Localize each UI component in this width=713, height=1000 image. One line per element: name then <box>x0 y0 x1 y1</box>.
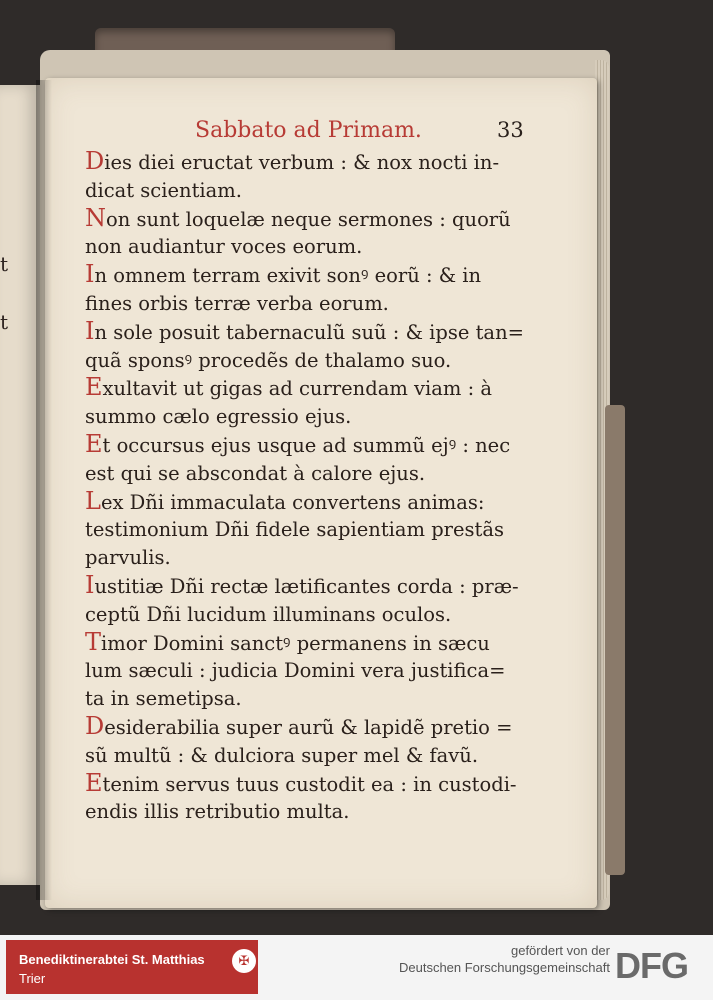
funding-line-1: gefördert von der <box>510 943 610 958</box>
line-text: fines orbis terræ verba eorum. <box>85 291 389 315</box>
line-text: ta in semetipsa. <box>85 687 242 711</box>
abbey-seal-icon: ✠ <box>232 949 256 973</box>
ribbon-marker <box>605 405 625 875</box>
left-page-mark: t <box>0 252 9 276</box>
text-line <box>85 431 575 460</box>
line-text: ies diei eructat verbum : & nox nocti in- <box>104 151 500 174</box>
text-line <box>85 374 575 403</box>
running-title: Sabbato ad Primam. <box>195 118 422 143</box>
line-text: testimonium Dñi fidele sapientiam prestãs <box>85 518 505 542</box>
line-text: parvulis. <box>85 546 171 570</box>
line-text: ustitiæ Dñi rectæ lætificantes corda : præ- <box>94 574 519 598</box>
line-text: ex Dñi immaculata convertens animas: <box>100 490 485 514</box>
left-page-mark: t <box>0 310 9 334</box>
text-line <box>85 629 575 658</box>
text-line <box>85 601 575 629</box>
rubric-initial: I <box>85 316 95 345</box>
text-line <box>85 544 575 572</box>
text-line <box>85 347 575 375</box>
rubric-initial: I <box>85 260 95 289</box>
line-text: on sunt loquelæ neque sermones : quorũ <box>106 207 511 231</box>
text-line <box>85 742 575 770</box>
line-text: sũ multũ : & dulciora super mel & favũ. <box>85 743 479 767</box>
line-text: t occursus ejus usque ad summũ ejꝰ : nec <box>102 433 511 457</box>
line-text: non audiantur voces eorum. <box>85 235 363 259</box>
dfg-logo[interactable]: DFG <box>615 945 688 986</box>
rubric-initial: D <box>85 711 105 740</box>
text-line <box>85 713 575 742</box>
left-page-marks <box>0 235 14 351</box>
line-text: n omnem terram exivit sonꝰ eorũ : & in <box>94 264 482 288</box>
text-line <box>85 516 575 544</box>
text-line <box>85 233 575 261</box>
text-line <box>85 657 575 685</box>
line-text: ceptũ Dñi lucidum illuminans oculos. <box>85 602 452 626</box>
page-header <box>45 118 597 148</box>
text-line <box>85 261 575 290</box>
rubric-initial: L <box>85 486 101 515</box>
line-text: dicat scientiam. <box>85 178 242 202</box>
spine-shadow <box>36 80 52 900</box>
text-line <box>85 205 575 234</box>
text-line <box>85 488 575 517</box>
library-city: Trier <box>19 971 46 986</box>
text-line <box>85 318 575 347</box>
manuscript-page <box>45 78 597 908</box>
rubric-initial: D <box>85 147 105 175</box>
page-number: 33 <box>497 118 524 142</box>
text-line <box>85 460 575 488</box>
text-line <box>85 177 575 205</box>
line-text: lum sæculi : judicia Domini vera justifica= <box>85 659 506 683</box>
library-name: Benediktinerabtei St. Matthias <box>19 952 205 967</box>
text-line <box>85 148 575 177</box>
library-badge[interactable] <box>6 940 258 994</box>
rubric-initial: I <box>85 570 95 599</box>
funding-line-2: Deutschen Forschungsgemeinschaft <box>398 960 610 975</box>
line-text: imor Domini sanctꝰ permanens in sæcu <box>101 631 490 655</box>
text-line <box>85 290 575 318</box>
text-line <box>85 685 575 713</box>
line-text: summo cælo egressio ejus. <box>85 405 352 429</box>
text-line <box>85 572 575 601</box>
line-text: tenim servus tuus custodit ea : in custodi- <box>102 772 517 796</box>
line-text: n sole posuit tabernaculũ suũ : & ipse tan= <box>94 320 524 344</box>
text-line <box>85 403 575 431</box>
line-text: endis illis retributio multa. <box>85 800 350 824</box>
line-text: xultavit ut gigas ad currendam viam : à <box>102 377 492 401</box>
line-text: quã sponsꝰ procedẽs de thalamo suo. <box>85 348 452 372</box>
line-text: esiderabilia super aurũ & lapidẽ pretio = <box>104 715 513 739</box>
rubric-initial: E <box>85 768 103 797</box>
rubric-initial: E <box>85 429 103 458</box>
left-page-edge <box>0 85 40 885</box>
funding-notice <box>330 942 610 976</box>
rubric-initial: N <box>85 203 106 232</box>
text-line <box>85 798 575 826</box>
rubric-initial: T <box>85 627 102 656</box>
text-line <box>85 770 575 799</box>
line-text: est qui se abscondat à calore ejus. <box>85 461 426 485</box>
rubric-initial: E <box>85 373 103 402</box>
footer-bar <box>0 935 713 1000</box>
psalm-text <box>85 148 575 826</box>
